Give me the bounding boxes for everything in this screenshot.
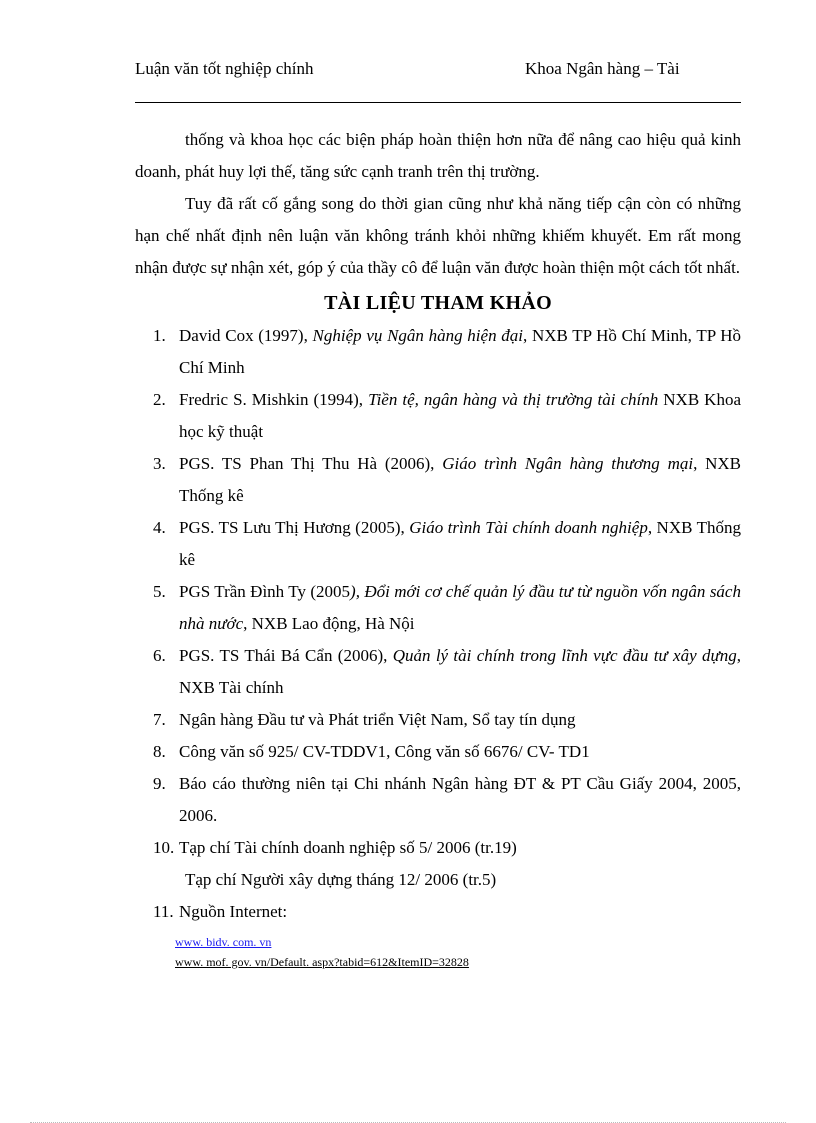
reference-item bbox=[135, 896, 741, 928]
reference-item bbox=[135, 832, 741, 864]
link-bidv[interactable]: www. bidv. com. vn bbox=[175, 935, 272, 949]
link-mof[interactable]: www. mof. gov. vn/Default. aspx?tabid=612&ItemID=32828 bbox=[175, 955, 469, 969]
references-list bbox=[135, 320, 741, 864]
reference-publisher: , NXB TP Hồ Chí Minh, TP Hồ Chí Minh bbox=[179, 326, 741, 377]
reference-publisher: NXB Khoa học kỹ thuật bbox=[179, 390, 742, 441]
reference-item bbox=[135, 640, 741, 704]
reference-author: PGS. TS Lưu Thị Hương (2005), bbox=[179, 518, 410, 537]
reference-text: Nguồn Internet: bbox=[179, 902, 288, 921]
reference-item bbox=[135, 384, 741, 448]
reference-extra-line: Tạp chí Người xây dựng tháng 12/ 2006 (tr.5) bbox=[185, 870, 497, 889]
reference-item bbox=[135, 736, 741, 768]
reference-number: 1. bbox=[153, 326, 166, 345]
paragraph: Tuy đã rất cố gắng song do thời gian cũng như khả năng tiếp cận còn có những hạn chế nhất định nên luận văn không tránh khỏi những khiếm khuyết. Em rất mong nhận được sự nhận xét, góp ý của thầy cô để luận văn được hoàn thiện một cách tốt nhất. bbox=[135, 194, 741, 277]
reference-item bbox=[135, 512, 741, 576]
reference-title: ), Đổi mới cơ chế quản lý đầu tư từ nguồn vốn ngân sách nhà nước bbox=[179, 582, 741, 633]
page-body bbox=[135, 124, 741, 972]
reference-item bbox=[135, 768, 741, 832]
reference-author: PGS. TS Phan Thị Thu Hà (2006), bbox=[179, 454, 443, 473]
reference-author: Fredric S. Mishkin (1994), bbox=[179, 390, 369, 409]
reference-number: 5. bbox=[153, 582, 166, 601]
reference-author: David Cox (1997), bbox=[179, 326, 313, 345]
reference-text: Công văn số 925/ CV-TDDV1, Công văn số 6676/ CV- TD1 bbox=[179, 742, 590, 761]
reference-title: Giáo trình Ngân hàng thương mại bbox=[442, 454, 694, 473]
reference-number: 8. bbox=[153, 742, 166, 761]
reference-item bbox=[135, 320, 741, 384]
reference-text: Báo cáo thường niên tại Chi nhánh Ngân hàng ĐT & PT Cầu Giấy 2004, 2005, 2006. bbox=[179, 774, 741, 825]
page-header bbox=[135, 58, 741, 103]
reference-number: 10. bbox=[153, 838, 175, 857]
reference-text: Ngân hàng Đầu tư và Phát triển Việt Nam, Sổ tay tín dụng bbox=[179, 710, 576, 729]
internet-links bbox=[135, 932, 741, 972]
reference-item bbox=[135, 576, 741, 640]
reference-item bbox=[135, 704, 741, 736]
reference-number: 7. bbox=[153, 710, 166, 729]
reference-item bbox=[135, 448, 741, 512]
header-left-text: Luận văn tốt nghiệp chính bbox=[135, 59, 314, 78]
reference-author: PGS. TS Thái Bá Cẩn (2006), bbox=[179, 646, 393, 665]
reference-publisher: , NXB Thống kê bbox=[179, 454, 741, 505]
reference-title: Quản lý tài chính trong lĩnh vực đầu tư xây dựng bbox=[392, 646, 737, 665]
reference-number: 9. bbox=[153, 774, 166, 793]
reference-author: PGS Trần Đình Ty (2005 bbox=[179, 582, 351, 601]
header-right-text: Khoa Ngân hàng – Tài bbox=[525, 59, 680, 78]
reference-number: 4. bbox=[153, 518, 166, 537]
reference-publisher: , NXB Tài chính bbox=[179, 646, 741, 697]
reference-number: 6. bbox=[153, 646, 166, 665]
reference-text: Tạp chí Tài chính doanh nghiệp số 5/ 2006 (tr.19) bbox=[179, 838, 517, 857]
references-heading: TÀI LIỆU THAM KHẢO bbox=[324, 292, 552, 314]
reference-publisher: , NXB Lao động, Hà Nội bbox=[243, 614, 415, 633]
reference-title: Giáo trình Tài chính doanh nghiệp bbox=[409, 518, 648, 537]
paragraph: thống và khoa học các biện pháp hoàn thiện hơn nữa để nâng cao hiệu quả kinh doanh, phát huy lợi thế, tăng sức cạnh tranh trên thị trường. bbox=[135, 130, 741, 181]
reference-number: 11. bbox=[153, 902, 174, 921]
reference-title: Tiền tệ, ngân hàng và thị trường tài chính bbox=[368, 390, 659, 409]
reference-number: 2. bbox=[153, 390, 166, 409]
reference-number: 3. bbox=[153, 454, 166, 473]
reference-title: Nghiệp vụ Ngân hàng hiện đại bbox=[312, 326, 523, 345]
reference-publisher: , NXB Thống kê bbox=[179, 518, 741, 569]
